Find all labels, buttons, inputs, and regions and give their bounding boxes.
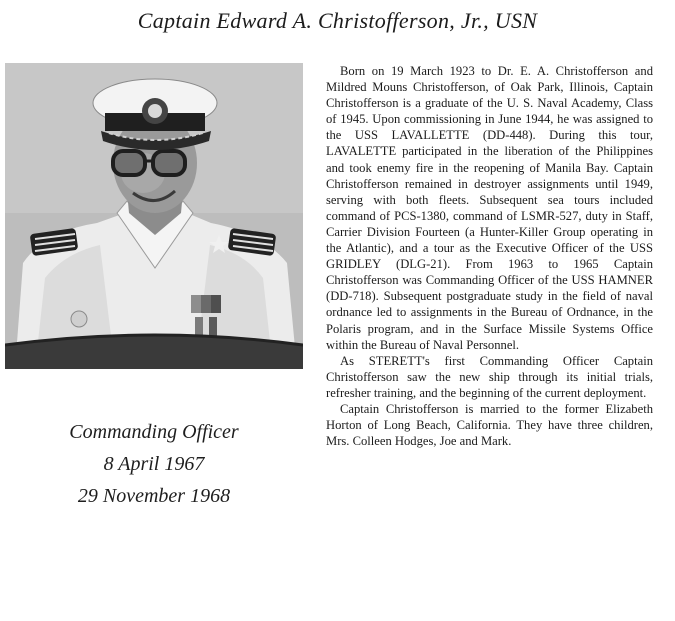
biography-paragraph: As STERETT's first Commanding Officer Captain Christofferson saw the new ship through its initial trials, refresher training, and the beginning of the current deployment.	[326, 353, 653, 400]
biography-text	[326, 63, 653, 449]
biography-paragraph: Born on 19 March 1923 to Dr. E. A. Christofferson and Mildred Mouns Christofferson, of Oak Park, Illinois, Captain Christofferson is a graduate of the U. S. Naval Academy, Class of 1945. Upon commissioning in June 1944, he was assigned to the USS LAVALLETTE (DD-448). During this tour, LAVALETTE participated in the liberation of the Philippines and took enemy fire in the reopening of Manila Bay. Captain Christofferson remained in destroyer assignments until 1949, serving with both fleets. Subsequent sea tours included command of PCS-1380, command of LSMR-527, duty in Staff, Carrier Division Fourteen (a Hunter-Killer Group operating in the Atlantic), and a tour as the Executive Officer of the USS GRIDLEY (DLG-21). From 1963 to 1965 Captain Christofferson was Commanding Officer of the USS HAMNER (DD-718). Subsequent postgraduate study in the field of naval ordnance led to assignments in the Bureau of Ordnance, in the Polaris program, and in the Surface Missile Systems Office within the Bureau of Naval Personnel.	[326, 64, 653, 352]
command-caption	[5, 416, 303, 512]
biography-paragraph: Captain Christofferson is married to the former Elizabeth Horton of Long Beach, California. They have three children, Mrs. Colleen Hodges, Joe and Mark.	[326, 401, 653, 449]
caption-role: Commanding Officer	[69, 421, 239, 443]
page-title: Captain Edward A. Christofferson, Jr., USN	[137, 8, 538, 33]
caption-end-date: 29 November 1968	[77, 485, 231, 507]
portrait-photo	[5, 63, 303, 369]
caption-start-date: 8 April 1967	[103, 453, 205, 475]
portrait-illustration	[5, 63, 303, 369]
